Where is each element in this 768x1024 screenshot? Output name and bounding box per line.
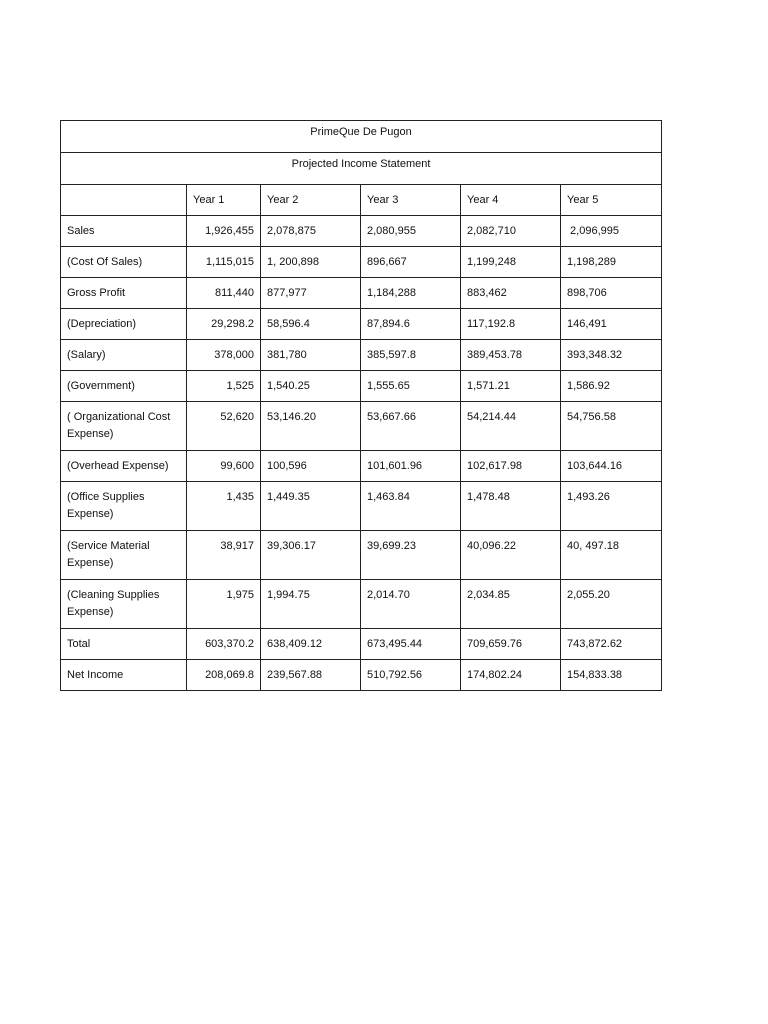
value-cell: 638,409.12	[261, 629, 361, 660]
value-cell: 2,014.70	[361, 580, 461, 629]
header-cell: Year 5	[561, 185, 662, 216]
header-cell: Year 3	[361, 185, 461, 216]
row-label: (Service Material Expense)	[61, 531, 187, 580]
value-cell: 40,096.22	[461, 531, 561, 580]
value-cell: 38,917	[187, 531, 261, 580]
value-cell: 603,370.2	[187, 629, 261, 660]
value-cell: 393,348.32	[561, 340, 662, 371]
row-label: Total	[61, 629, 187, 660]
value-cell: 385,597.8	[361, 340, 461, 371]
value-cell: 174,802.24	[461, 660, 561, 691]
table-row	[61, 482, 662, 531]
table-row	[61, 371, 662, 402]
value-cell: 1,571.21	[461, 371, 561, 402]
value-cell: 154,833.38	[561, 660, 662, 691]
value-cell: 208,069.8	[187, 660, 261, 691]
row-label: Gross Profit	[61, 278, 187, 309]
value-cell: 239,567.88	[261, 660, 361, 691]
value-cell: 709,659.76	[461, 629, 561, 660]
row-label: (Government)	[61, 371, 187, 402]
table-row	[61, 531, 662, 580]
value-cell: 58,596.4	[261, 309, 361, 340]
value-cell: 1,540.25	[261, 371, 361, 402]
value-cell: 99,600	[187, 451, 261, 482]
row-label: Net Income	[61, 660, 187, 691]
table-row	[61, 629, 662, 660]
statement-title: Projected Income Statement	[61, 153, 662, 185]
value-cell: 53,146.20	[261, 402, 361, 451]
table-row	[61, 580, 662, 629]
value-cell: 1,199,248	[461, 247, 561, 278]
value-cell: 53,667.66	[361, 402, 461, 451]
value-cell: 1,449.35	[261, 482, 361, 531]
row-label: (Office Supplies Expense)	[61, 482, 187, 531]
value-cell: 2,055.20	[561, 580, 662, 629]
row-label: (Overhead Expense)	[61, 451, 187, 482]
value-cell: 1,555.65	[361, 371, 461, 402]
value-cell: 146,491	[561, 309, 662, 340]
value-cell: 87,894.6	[361, 309, 461, 340]
company-name: PrimeQue De Pugon	[61, 121, 662, 153]
value-cell: 1,586.92	[561, 371, 662, 402]
row-label: (Salary)	[61, 340, 187, 371]
table-row	[61, 278, 662, 309]
row-label: (Cleaning Supplies Expense)	[61, 580, 187, 629]
statement-title-row	[61, 153, 662, 185]
value-cell: 2,082,710	[461, 216, 561, 247]
value-cell: 2,034.85	[461, 580, 561, 629]
value-cell: 1,926,455	[187, 216, 261, 247]
value-cell: 1,198,289	[561, 247, 662, 278]
value-cell: 811,440	[187, 278, 261, 309]
value-cell: 378,000	[187, 340, 261, 371]
value-cell: 1,975	[187, 580, 261, 629]
value-cell: 1,493.26	[561, 482, 662, 531]
income-statement-table	[60, 120, 662, 691]
value-cell: 29,298.2	[187, 309, 261, 340]
table-row	[61, 451, 662, 482]
header-row	[61, 185, 662, 216]
table-row	[61, 340, 662, 371]
value-cell: 54,214.44	[461, 402, 561, 451]
value-cell: 389,453.78	[461, 340, 561, 371]
table-row	[61, 247, 662, 278]
value-cell: 39,306.17	[261, 531, 361, 580]
row-label: (Depreciation)	[61, 309, 187, 340]
header-cell: Year 1	[187, 185, 261, 216]
value-cell: 1,994.75	[261, 580, 361, 629]
value-cell: 883,462	[461, 278, 561, 309]
table-row	[61, 216, 662, 247]
value-cell: 896,667	[361, 247, 461, 278]
table-row	[61, 309, 662, 340]
table-row	[61, 402, 662, 451]
header-cell	[61, 185, 187, 216]
value-cell: 100,596	[261, 451, 361, 482]
value-cell: 103,644.16	[561, 451, 662, 482]
value-cell: 1,478.48	[461, 482, 561, 531]
row-label: Sales	[61, 216, 187, 247]
value-cell: 2,080,955	[361, 216, 461, 247]
value-cell: 510,792.56	[361, 660, 461, 691]
value-cell: 102,617.98	[461, 451, 561, 482]
value-cell: 898,706	[561, 278, 662, 309]
header-cell: Year 2	[261, 185, 361, 216]
value-cell: 101,601.96	[361, 451, 461, 482]
value-cell: 40, 497.18	[561, 531, 662, 580]
value-cell: 743,872.62	[561, 629, 662, 660]
header-cell: Year 4	[461, 185, 561, 216]
value-cell: 673,495.44	[361, 629, 461, 660]
value-cell: 1,435	[187, 482, 261, 531]
value-cell: 381,780	[261, 340, 361, 371]
value-cell: 54,756.58	[561, 402, 662, 451]
value-cell: 1,525	[187, 371, 261, 402]
value-cell: 39,699.23	[361, 531, 461, 580]
value-cell: 2,078,875	[261, 216, 361, 247]
row-label: (Cost Of Sales)	[61, 247, 187, 278]
value-cell: 1,115,015	[187, 247, 261, 278]
value-cell: 877,977	[261, 278, 361, 309]
value-cell: 2,096,995	[561, 216, 662, 247]
value-cell: 117,192.8	[461, 309, 561, 340]
value-cell: 1,463.84	[361, 482, 461, 531]
value-cell: 1, 200,898	[261, 247, 361, 278]
row-label: ( Organizational Cost Expense)	[61, 402, 187, 451]
value-cell: 1,184,288	[361, 278, 461, 309]
value-cell: 52,620	[187, 402, 261, 451]
company-name-row	[61, 121, 662, 153]
table-row	[61, 660, 662, 691]
